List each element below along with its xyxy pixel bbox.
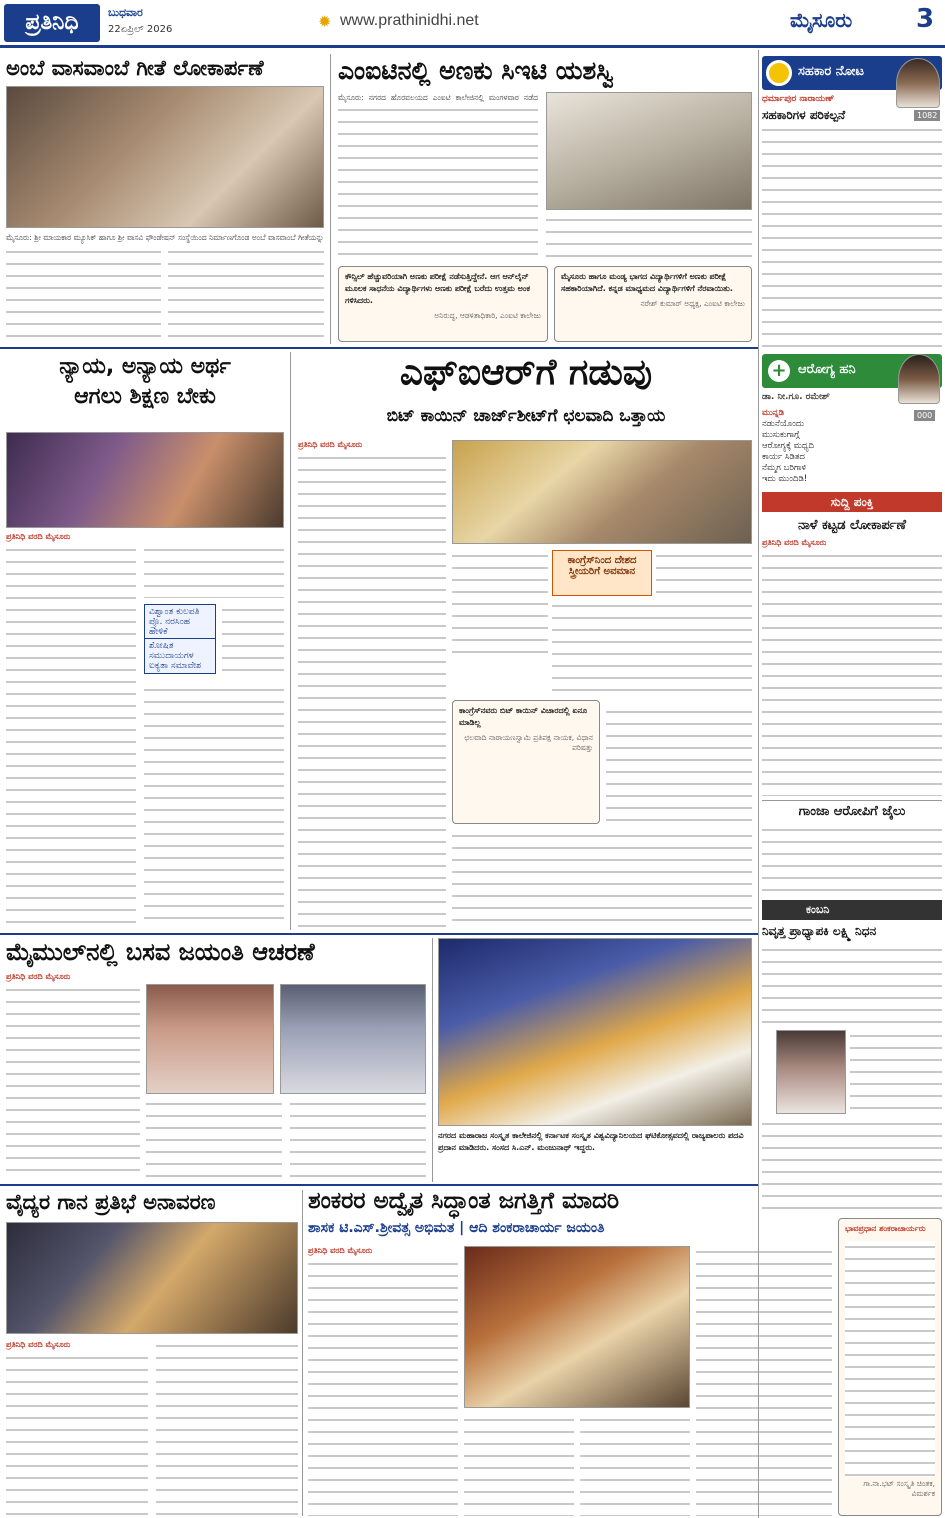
quote-box-fir	[452, 700, 600, 824]
column-body-sahakara	[762, 124, 942, 350]
body-shankara-col3	[580, 1414, 690, 1516]
poem-line: ಇದು ಮುಂದಿಡಿ!	[762, 474, 808, 484]
quote-signature: ಅನಿರುದ್ಧ, ಆಡಳಿತಾಧಿಕಾರಿ, ಎಂಐಟಿ ಕಾಲೇಜು	[434, 311, 541, 320]
column-title: ಸಹಕಾರ ನೋಟ	[798, 64, 865, 79]
quote-text: ಮೈಸೂರು ಹಾಗೂ ಮಂಡ್ಯ ಭಾಗದ ವಿದ್ಯಾರ್ಥಿಗಳಿಗೆ ಅಣಕು ಪರೀಕ್ಷೆ ಸಹಕಾರಿಯಾಗಿದೆ. ಕನ್ನಡ ಮಾಧ್ಯಮದ ವಿದ್ಯಾರ್ಥಿಗಳಿಗೆ ನೆರವಾಯಿತು.	[561, 272, 733, 293]
body-mymul-col3	[290, 1098, 426, 1180]
body-shankara-col1	[308, 1258, 458, 1516]
quote-text: ಕಾಂಗ್ರೆಸ್‌ನವರು ಬಿಟ್ ಕಾಯಿನ್ ವಿಚಾರದಲ್ಲಿ ಏನೂ ಮಾಡಿಲ್ಲ	[459, 706, 588, 727]
body-fir-col3	[552, 600, 752, 698]
pull-quote-2: ಶೋಷಿತ ಸಮುದಾಯಗಳ ಐಕ್ಯತಾ ಸಮಾವೇಶ	[144, 638, 216, 674]
body-mymul-col2	[146, 1098, 282, 1180]
photo-education-event	[6, 432, 284, 528]
photo-mymul-1	[146, 984, 274, 1094]
masthead	[0, 0, 945, 48]
body-education-col2b	[222, 604, 284, 676]
poem-line: ಆರೋಗ್ಯಕ್ಕೆ ಮಧ್ಯದಿ	[762, 441, 815, 451]
pull-quote-1: ವಿಶ್ವಾಂತ ಕುಲಪತಿ ಪ್ರೊ. ನರಸಿಂಹ ಹೇಳಿಕೆ	[144, 604, 216, 640]
body-fir-col5	[452, 830, 752, 928]
brief-byline: ಪ್ರತಿನಿಧಿ ವರದಿ ಮೈಸೂರು	[762, 538, 827, 547]
body-education-col2a	[144, 544, 284, 598]
divider	[302, 1190, 303, 1516]
body-music-col2	[156, 1340, 298, 1516]
photo-shankara	[464, 1246, 690, 1408]
plus-icon: +	[768, 360, 790, 382]
body-mymul-col1	[6, 984, 140, 1180]
photo-mymul-2	[280, 984, 426, 1094]
box-congress-insult	[552, 550, 652, 596]
column-author: ಡಾ. ನೀ.ಗೂ. ರಮೇಶ್	[762, 392, 830, 402]
headline-music: ವೈದ್ಯರ ಗಾನ ಪ್ರತಿಭೆ ಅನಾವರಣ	[6, 1190, 216, 1214]
logo[interactable]: ಪ್ರತಿನಿಧಿ	[4, 4, 100, 42]
byline-mymul: ಪ್ರತಿನಿಧಿ ವರದಿ ಮೈಸೂರು	[6, 972, 71, 981]
poem-line: ನಡುನೆಯೊಂದು	[762, 419, 805, 429]
body-fir-col4	[606, 706, 752, 824]
quote-signature: ಗಾ.ನಾ.ಭಟ್ ಸಂಸ್ಕೃತಿ ಚಿಂತಕ, ವಿಮರ್ಶಕ	[863, 1479, 935, 1498]
headline-mit: ಎಂಐಟಿನಲ್ಲಿ ಅಣಕು ಸಿಇಟಿ ಯಶಸ್ವಿ	[338, 56, 615, 85]
subhead-shankara: ಶಾಸಕ ಟಿ.ಎಸ್.ಶ್ರೀವತ್ಸ ಅಭಿಮತ | ಆದಿ ಶಂಕರಾಚಾರ್ಯ ಜಯಂತಿ	[308, 1220, 605, 1236]
column-author: ಧರ್ಮಾಪುರ ನಾರಾಯಣ್	[762, 94, 835, 104]
column-count: 1082	[914, 110, 940, 121]
photo-music	[6, 1222, 298, 1334]
issue-day: ಬುಧವಾರ	[108, 6, 143, 19]
quote-box-mit-1	[338, 266, 548, 342]
obituary-body-2	[850, 1030, 942, 1114]
divider	[330, 54, 331, 344]
body-education-col2c	[144, 684, 284, 928]
byline-education: ಪ್ರತಿನಿಧಿ ವರದಿ ಮೈಸೂರು	[6, 532, 71, 541]
poem-line: ಮುನ್ನಡಿ	[762, 408, 785, 418]
obituary-head: ನಿವೃತ್ತ ಪ್ರಾಧ್ಯಾಪಕಿ ಲಕ್ಷ್ಮಿ ನಿಧನ	[762, 924, 877, 938]
quote-signature: ನರೇಶ್ ಕುಮಾರ್ ಅಧ್ಯಕ್ಷ, ಎಂಐಟಿ ಕಾಲೇಜು	[640, 299, 745, 308]
quote-signature: ಛಲವಾದಿ ನಾರಾಯಣಸ್ವಾಮಿ ಪ್ರತಿಪಕ್ಷ ನಾಯಕ, ವಿಧಾನ ಪರಿಷತ್ತು	[464, 733, 593, 752]
brief-ganja-head: ಗಾಂಜಾ ಆರೋಪಿಗೆ ಜೈಲು	[798, 804, 906, 819]
body-fir-col2a	[452, 550, 548, 654]
column-count: 000	[914, 410, 935, 421]
body-shankara-col2	[464, 1414, 574, 1516]
website-link[interactable]: www.prathinidhi.net	[340, 12, 479, 29]
quote-box-mit-2	[554, 266, 752, 342]
quote-text: ಕೌನ್ಸಿಲ್ ಹೆಚ್ಚುವರಿಯಾಗಿ ಅಣಕು ಪರೀಕ್ಷೆ ನಡೆಸುತ್ತಿದ್ದೇನೆ. ಆಗ ಆನ್‌ಲೈನ್ ಮೂಲಕ ಸಾಧನೆಯ ವಿದ್ಯಾರ್ಥಿಗಳು ಅಣಕು ಪರೀಕ್ಷೆ ಬರೆದು ಉತ್ತಮ ಅಂಕ ಗಳಿಸಿದರು.	[345, 272, 531, 305]
photo-press-meet	[452, 440, 752, 544]
column-title: ಆರೋಗ್ಯ ಹನಿ	[798, 362, 856, 377]
obituary-banner: ಕಂಬನಿ	[762, 900, 942, 920]
brief-building-body	[762, 550, 942, 796]
obituary-body-3	[762, 1118, 942, 1212]
headline-ambe: ಅಂಬೆ ವಾಸವಾಂಬೆ ಗೀತೆ ಲೋಕಾರ್ಪಣೆ	[6, 56, 264, 80]
section-rule	[0, 933, 758, 935]
body-music-col1	[6, 1352, 148, 1516]
byline-shankara: ಪ್ರತಿನಿಧಿ ವರದಿ ಮೈಸೂರು	[308, 1246, 373, 1255]
byline-fir: ಪ್ರತಿನಿಧಿ ವರದಿ ಮೈಸೂರು	[298, 440, 363, 449]
obituary-photo	[776, 1030, 846, 1114]
sun-icon: ✹	[318, 12, 332, 31]
divider	[762, 800, 942, 801]
headline-mymul: ಮೈಮುಲ್‌ನಲ್ಲಿ ಬಸವ ಜಯಂತಿ ಆಚರಣೆ	[6, 938, 315, 966]
news-briefs-banner: ಸುದ್ದಿ ಪಂಕ್ತಿ	[762, 492, 942, 512]
quote-heading: ಭಾವಪ್ರಧಾನ ಶಂಕರಾಚಾರ್ಯರು	[845, 1224, 926, 1233]
divider	[432, 938, 433, 1182]
photo-ambe-launch	[6, 86, 324, 228]
headline-shankara: ಶಂಕರರ ಅದ್ವೈತ ಸಿದ್ಧಾಂತ ಜಗತ್ತಿಗೆ ಮಾದರಿ	[308, 1188, 619, 1214]
author-photo-ramesh	[898, 354, 940, 404]
page-number: 3	[916, 4, 935, 34]
section-rule	[0, 347, 758, 349]
edition-city: ಮೈಸೂರು	[790, 8, 853, 32]
eye-icon	[766, 60, 792, 86]
photo-caption-convocation: ನಗರದ ಮಹಾರಾಜ ಸಂಸ್ಕೃತ ಕಾಲೇಜಿನಲ್ಲಿ ಕರ್ನಾಟಕ ಸಂಸ್ಕೃತ ವಿಶ್ವವಿದ್ಯಾನಿಲಯದ ಘಟಿಕೋತ್ಸವದಲ್ಲಿ ರಾಜ್ಯಪಾಲರು ಪದವಿ ಪ್ರದಾನ ಮಾಡಿದರು. ಸಂಸದ ಸಿ.ಎನ್. ಮಂಜುನಾಥ್ ಇದ್ದರು.	[438, 1131, 744, 1152]
lead-mit: ಮೈಸೂರು: ನಗರದ ಹೊರವಲಯದ ಎಂಐಟಿ ಕಾಲೇಜಿನಲ್ಲಿ ಮಂಗಳವಾರ ನಡೆದ	[338, 93, 538, 102]
section-rule	[0, 1184, 758, 1186]
headline-education-1: ನ್ಯಾಯ, ಅನ್ಯಾಯ ಅರ್ಥ	[59, 354, 231, 379]
headline-education-2: ಆಗಲು ಶಿಕ್ಷಣ ಬೇಕು	[74, 384, 216, 409]
poem-line: ಮುಸುಕುಗಾಗ್ಗೆ	[762, 430, 800, 440]
body-ambe-col2	[168, 246, 324, 342]
body-ambe-col1	[6, 246, 161, 342]
author-photo-narayan	[896, 58, 940, 108]
brief-ganja-body	[762, 824, 942, 896]
brief-building-head: ನಾಳೆ ಕಟ್ಟಡ ಲೋಕಾರ್ಪಣೆ	[798, 518, 906, 533]
poem-lines	[762, 408, 902, 485]
lead-ambe: ಮೈಸೂರು: ಶ್ರೀ ಮಾಯಕಾರ ಮ್ಯೂಸಿಕ್ ಹಾಗೂ ಶ್ರೀ ವಾಸವಿ ಫೌಂಡೇಷನ್ ಸಂಸ್ಥೆಯಿಂದ ನಿರ್ಮಾಣಗೊಂಡ ಅಂಬೆ ವಾಸವಾಂಬೆ ಗೀತೆಯನ್ನು	[6, 233, 324, 242]
poem-line: ನೆಮ್ಮಗ ಬರಿಗಾಳಿ	[762, 463, 807, 473]
body-mit-col1	[338, 104, 538, 260]
subhead-fir: ಬಿಟ್ ಕಾಯಿನ್ ಚಾರ್ಜ್‌ಶೀಟ್‌ಗೆ ಛಲವಾದಿ ಒತ್ತಾಯ	[386, 406, 666, 426]
photo-mit-exam	[546, 92, 752, 210]
body-education-col1	[6, 544, 136, 928]
column-heading: ಸಹಕಾರಿಗಳ ಪರಿಕಲ್ಪನೆ	[762, 108, 846, 122]
poem-line: ಕಾರ್ಯ ಸಿಡಿತದ	[762, 452, 805, 462]
body-mit-col2	[546, 214, 752, 260]
photo-convocation	[438, 938, 752, 1126]
issue-date: 22ಏಪ್ರಿಲ್ 2026	[108, 24, 173, 35]
headline-fir: ಎಫ್‌ಐಆರ್‌ಗೆ ಗಡುವು	[399, 352, 653, 393]
byline-music: ಪ್ರತಿನಿಧಿ ವರದಿ ಮೈಸೂರು	[6, 1340, 71, 1349]
body-fir-col1	[298, 452, 446, 928]
obituary-body-1	[762, 944, 942, 1026]
box-heading: ಕಾಂಗ್ರೆಸ್‌ನಿಂದ ದೇಶದ ಸ್ತ್ರೀಯರಿಗೆ ಅವಮಾನ	[567, 555, 637, 577]
divider	[290, 352, 291, 930]
